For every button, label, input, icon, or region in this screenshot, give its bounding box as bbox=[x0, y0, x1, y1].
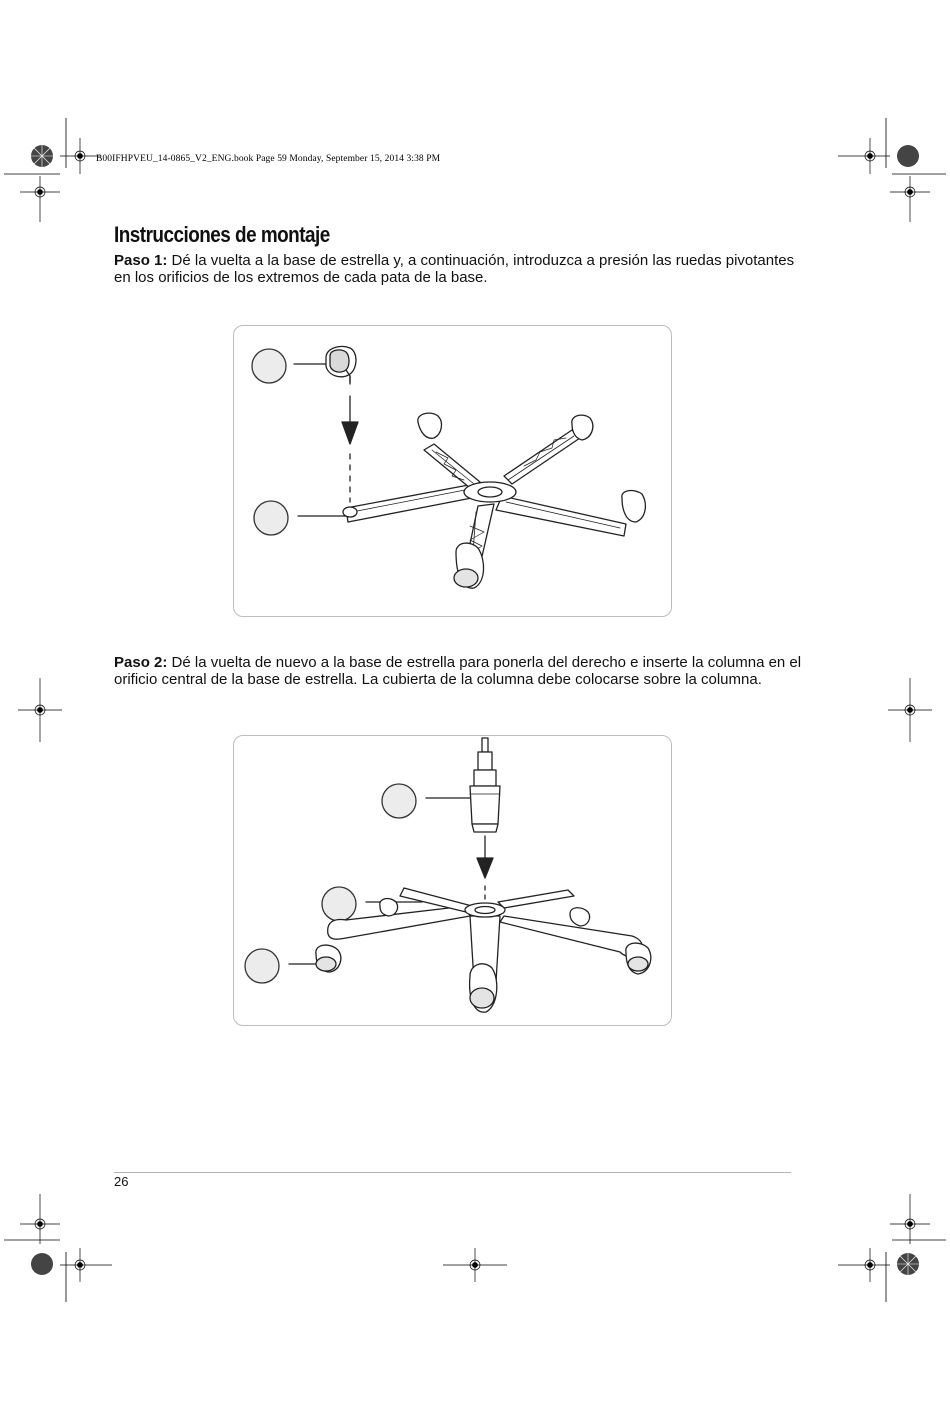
registration-mark-icon bbox=[890, 176, 930, 222]
page-title: Instrucciones de montaje bbox=[114, 222, 330, 247]
starburst-icon bbox=[31, 1253, 53, 1275]
step-1 bbox=[114, 252, 804, 286]
registration-mark-icon bbox=[20, 176, 60, 222]
registration-mark-icon bbox=[838, 1248, 890, 1282]
gas-column-part bbox=[470, 738, 500, 832]
step-1-text: Dé la vuelta a la base de estrella y, a continuación, introduzca a presión las ruedas pivotantes en los orificios de los extremos de cada pata de la base. bbox=[114, 252, 795, 286]
registration-mark-icon bbox=[838, 138, 890, 174]
star-base-part bbox=[343, 430, 626, 574]
footer-rule bbox=[114, 1172, 791, 1173]
page-number: 26 bbox=[114, 1174, 129, 1189]
callout-circle bbox=[245, 949, 279, 983]
starburst-icon bbox=[897, 145, 919, 167]
step-2-text: Dé la vuelta de nuevo a la base de estrella para ponerla del derecho e inserte la columna en el orificio central de la base de estrella. La cubierta de la columna debe colocarse sobre la columna. bbox=[114, 654, 802, 688]
registration-mark-icon bbox=[20, 1194, 60, 1244]
step-2-label: Paso 2: bbox=[114, 654, 168, 671]
star-base-caster-illustration bbox=[234, 326, 671, 616]
step-1-label: Paso 1: bbox=[114, 252, 168, 269]
caster-wheel-part bbox=[326, 346, 356, 384]
figure-step-2 bbox=[233, 735, 672, 1026]
registration-mark-icon bbox=[888, 678, 932, 742]
step-2 bbox=[114, 654, 804, 688]
print-slug: B00IFHPVEU_14-0865_V2_ENG.book Page 59 Monday, September 15, 2014 3:38 PM bbox=[96, 154, 441, 164]
starburst-icon bbox=[31, 145, 53, 167]
registration-mark-icon bbox=[60, 1248, 112, 1282]
registration-mark-icon bbox=[443, 1248, 507, 1282]
callout-circle bbox=[254, 501, 288, 535]
registration-mark-icon bbox=[18, 678, 62, 742]
figure-step-1 bbox=[233, 325, 672, 617]
starburst-icon bbox=[897, 1253, 919, 1275]
callout-circle bbox=[382, 784, 416, 818]
callout-circle bbox=[252, 349, 286, 383]
callout-circle bbox=[322, 887, 356, 921]
gas-column-illustration bbox=[234, 736, 671, 1025]
registration-mark-icon bbox=[890, 1194, 930, 1244]
